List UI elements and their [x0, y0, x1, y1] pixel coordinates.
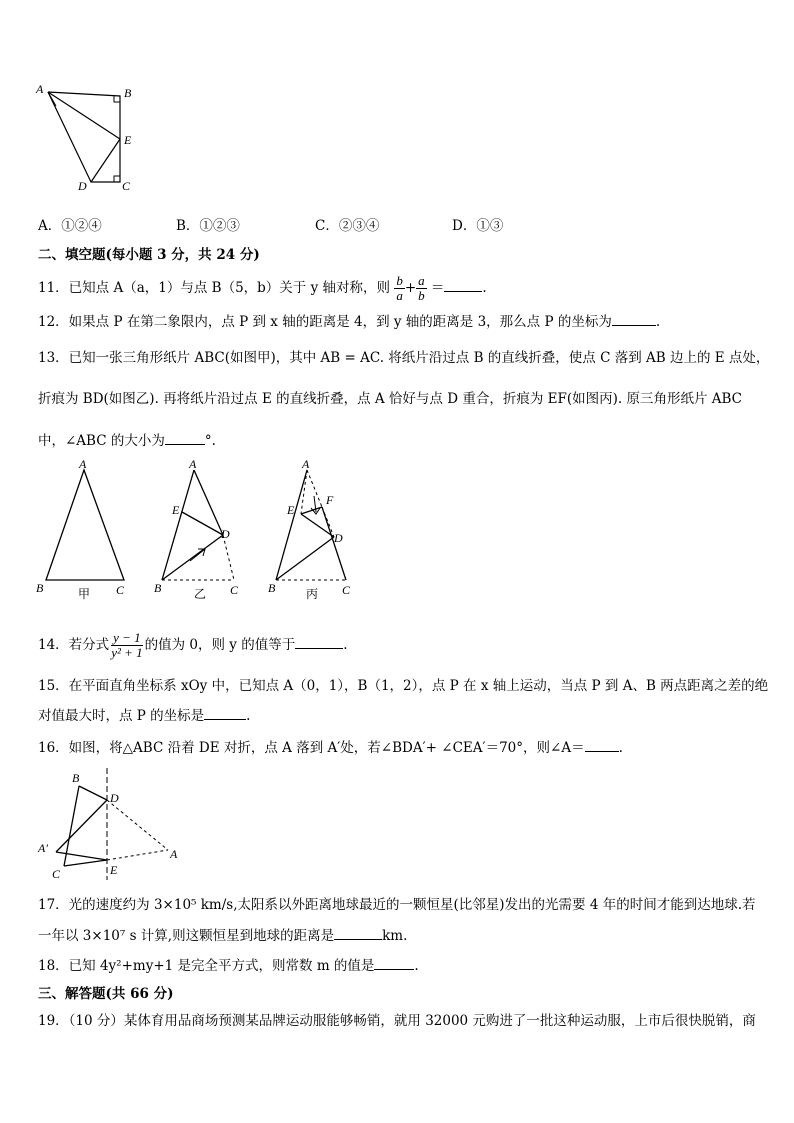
bing-label-d: D: [334, 531, 343, 545]
yi-label-b: B: [154, 581, 162, 595]
fraction-expression: $\frac{y - 1}{\text{y² + 1}}$: [111, 630, 143, 660]
jia-label-b: B: [36, 581, 44, 595]
fold-label-a: A: [170, 847, 178, 861]
label-c: C: [122, 179, 131, 193]
question-18: 18．已知 4y²+my+1 是完全平方式，则常数 m 的值是 .: [38, 958, 419, 974]
figure-jia: [32, 458, 142, 603]
question-17-line-2: 一年以 3×10⁷ s 计算,则这颗恒星到地球的距离是 km.: [38, 928, 408, 944]
fraction-a-over-b: $\frac{a}{b}$: [418, 273, 425, 303]
yi-caption: 乙: [194, 587, 207, 601]
answer-blank: [165, 432, 205, 445]
question-19-line-1: 19．（10 分）某体育用品商场预测某品牌运动服能够畅销，就用 32000 元购进了一批这种运动服，上市后很快脱销，商: [38, 1013, 756, 1029]
fold-label-e: E: [110, 863, 118, 877]
section-3-title: 三、解答题(共 66 分): [38, 986, 174, 1002]
figure-yi: [150, 458, 250, 603]
option-d: D．①③: [452, 218, 504, 234]
jia-label-c: C: [116, 583, 125, 597]
fold-label-d: D: [110, 791, 119, 805]
question-15-line-1: 15．在平面直角坐标系 xOy 中，已知点 A（0，1），B（1，2），点 P 在 x 轴上运动，当点 P 到 A、B 两点距离之差的绝: [38, 678, 769, 694]
answer-blank: [585, 739, 619, 752]
option-b: B．①②③: [176, 218, 240, 234]
answer-blank: [444, 279, 482, 292]
label-b: B: [124, 86, 132, 100]
answer-blank: [204, 707, 246, 720]
option-c: C．②③④: [315, 218, 380, 234]
bing-label-f: F: [326, 493, 334, 507]
option-a: A．①②④: [38, 218, 102, 234]
fraction-b-over-a: $\frac{b}{a}$: [396, 273, 403, 303]
label-e: E: [124, 133, 132, 147]
bing-label-b: B: [268, 581, 276, 595]
question-13-line-3: 中，∠ABC 的大小为 °.: [38, 433, 216, 449]
jia-label-a: A: [79, 458, 87, 471]
figure-bing: [264, 458, 374, 603]
question-14: 14．若分式 $\frac{y - 1}{\text{y² + 1}}$ 的值为 0，则 y 的值等于 .: [38, 630, 348, 660]
question-17-line-1: 17．光的速度约为 3×10⁵ km/s,太阳系以外距离地球最近的一颗恒星(比邻星)发出的光需要 4 年的时间才能到达地球.若: [38, 897, 756, 913]
question-11: 11．已知点 A（a，1）与点 B（5，b）关于 y 轴对称，则 $\frac{b}{a}$ + $\frac{a}{b}$ ＝ .: [38, 273, 487, 303]
yi-label-a: A: [189, 458, 197, 471]
answer-blank: [612, 313, 656, 326]
section-2-title: 二、填空题(每小题 3 分，共 24 分): [38, 247, 260, 263]
bing-label-e: E: [287, 503, 295, 517]
fold-label-a-prime: A′: [38, 841, 48, 855]
question-12: 12．如果点 P 在第二象限内，点 P 到 x 轴的距离是 4，到 y 轴的距离是 3，那么点 P 的坐标为 .: [38, 314, 661, 330]
quadrilateral-figure: [34, 82, 144, 194]
bing-caption: 丙: [306, 587, 319, 601]
figure-fold: [34, 764, 184, 884]
yi-label-d: D: [221, 527, 230, 541]
label-a: A: [36, 82, 44, 96]
fold-label-c: C: [52, 867, 61, 881]
question-13-line-2: 折痕为 BD(如图乙). 再将纸片沿过点 E 的直线折叠，点 A 恰好与点 D 重合，折痕为 EF(如图丙). 原三角形纸片 ABC: [38, 391, 742, 407]
answer-blank: [374, 957, 414, 970]
bing-label-a: A: [302, 458, 310, 471]
jia-caption: 甲: [78, 587, 91, 601]
yi-label-c: C: [230, 583, 239, 597]
yi-label-e: E: [172, 503, 180, 517]
bing-label-c: C: [342, 583, 351, 597]
question-16: 16．如图，将△ABC 沿着 DE 对折，点 A 落到 A′处，若∠BDA′+ ∠CEA′＝70°，则∠A＝ .: [38, 740, 623, 756]
answer-blank: [295, 636, 343, 649]
fold-label-b: B: [72, 771, 80, 785]
question-15-line-2: 对值最大时，点 P 的坐标是 .: [38, 708, 251, 724]
label-d: D: [78, 179, 87, 193]
answer-blank: [334, 927, 382, 940]
question-13-line-1: 13．已知一张三角形纸片 ABC(如图甲)，其中 AB = AC. 将纸片沿过点 B 的直线折叠，使点 C 落到 AB 边上的 E 点处，: [38, 350, 770, 366]
